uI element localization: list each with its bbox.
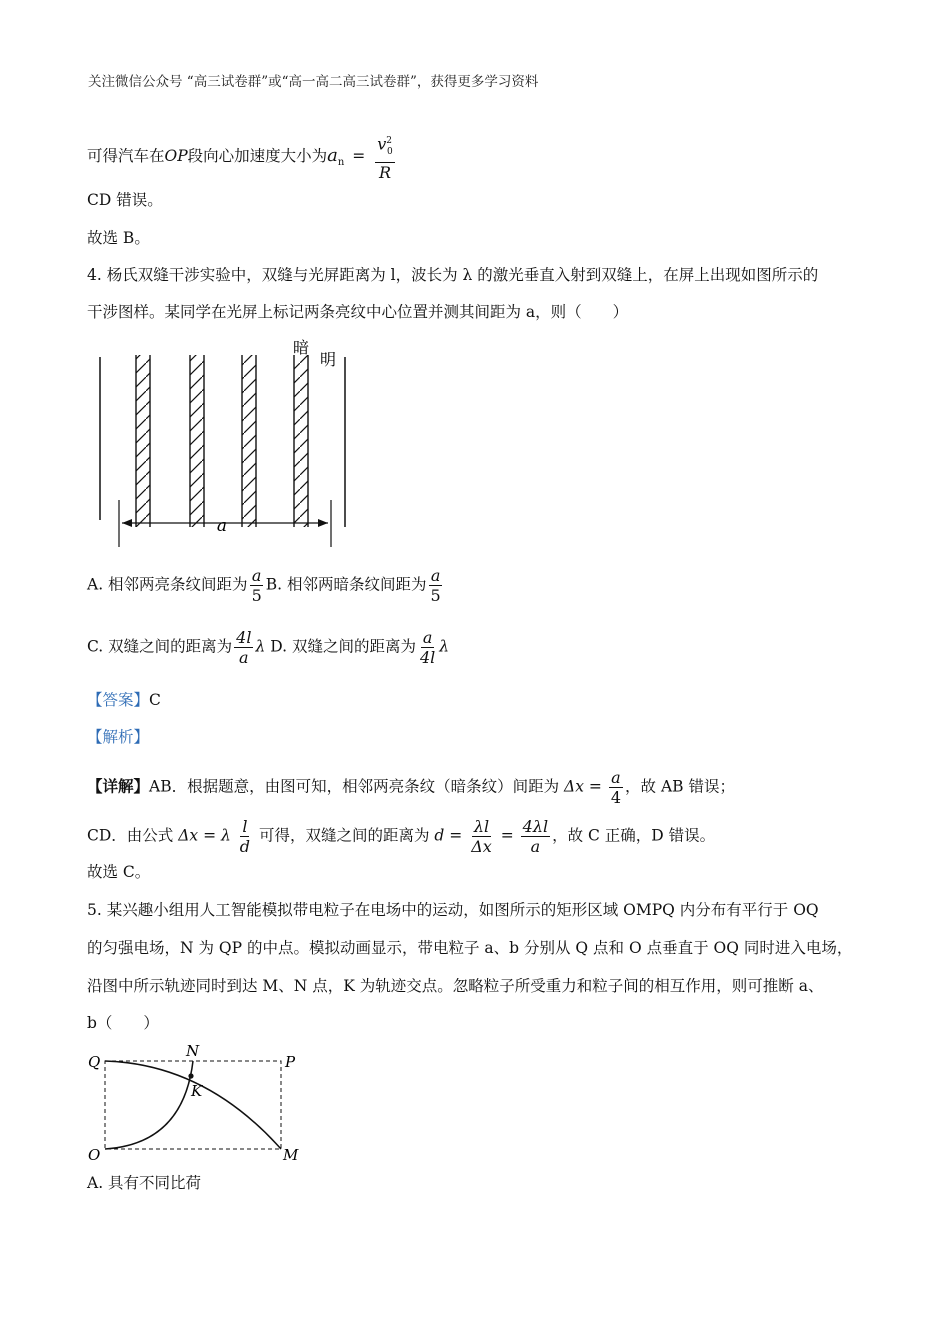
q4-analysis-label: 【解析】 <box>87 728 150 746</box>
dark-fringe-4 <box>294 355 308 527</box>
prev-solution-line: 可得汽车在OP段向心加速度大小为$a_n$ = $\frac{v^2_0}{R}$ <box>87 132 397 182</box>
q4-choose: 故选 C。 <box>87 863 151 881</box>
v0-squared-over-R: $\frac{v^2_0}{R}$ <box>375 132 395 182</box>
choose-b: 故选 B。 <box>87 229 150 247</box>
electric-field-region-figure <box>85 1040 315 1165</box>
point-M: M <box>283 1146 299 1164</box>
q5-stem-line4: b（ ） <box>87 1014 159 1032</box>
point-O: O <box>88 1146 101 1164</box>
q4-detail-line1: 【详解】AB．根据题意，由图可知，相邻两亮条纹（暗条纹）间距为 Δx = $\frac{a}{4}$ ，故 AB 错误； <box>87 768 735 807</box>
q4-stem-line1: 4. 杨氏双缝干涉实验中，双缝与光屏距离为 l，波长为 λ 的激光垂直入射到双缝上，在屏上出现如图所示的 <box>87 266 819 284</box>
q5-stem-line3: 沿图中所示轨迹同时到达 M、N 点，K 为轨迹交点。忽略粒子所受重力和粒子间的相互作用，则可推断 a、 <box>87 977 824 995</box>
q4-options-cd: C. 双缝之间的距离为 $\frac{4l}{a}$ λ D. 双缝之间的距离为 $\frac{a}{4l}$ λ <box>87 628 450 667</box>
bright-label: 明 <box>320 350 337 369</box>
header-note: 关注微信公众号 “高三试卷群”或“高一高二高三试卷群”，获得更多学习资料 <box>88 74 539 90</box>
dark-fringe-2 <box>190 355 204 527</box>
q5-stem-line1: 5. 某兴趣小组用人工智能模拟带电粒子在电场中的运动，如图所示的矩形区域 OMPQ 内分布有平行于 OQ <box>87 901 819 919</box>
point-K: K <box>191 1082 203 1100</box>
dark-label: 暗 <box>293 338 310 357</box>
q4-answer: 【答案】C <box>87 691 161 709</box>
point-P: P <box>285 1053 296 1071</box>
q4-options-ab: A. 相邻两亮条纹间距为 $\frac{a}{5}$ B. 相邻两暗条纹间距为 $\frac{a}{5}$ <box>87 566 441 605</box>
q4-stem-line2: 干涉图样。某同学在光屏上标记两条亮纹中心位置并测其间距为 a，则（ ） <box>87 303 629 321</box>
distance-a-label: a <box>216 516 228 536</box>
cd-wrong: CD 错误。 <box>87 191 163 209</box>
dark-fringe-3 <box>242 355 256 527</box>
q4-detail-line2: CD．由公式 Δx = λ $\frac{l}{d}$ 可得，双缝之间的距离为 d = $\frac{\lambda l}{\Delta x}$ = $\frac{4\lambda l}{a}$ ，故 C 正确，D 错误。 <box>87 817 716 856</box>
q5-option-a: A. 具有不同比荷 <box>87 1174 202 1192</box>
dark-fringe-1 <box>136 355 150 527</box>
point-N: N <box>186 1042 200 1060</box>
interference-pattern-figure <box>90 335 370 555</box>
point-Q: Q <box>88 1053 101 1071</box>
q5-stem-line2: 的匀强电场，N 为 QP 的中点。模拟动画显示，带电粒子 a、b 分别从 Q 点和 O 点垂直于 OQ 同时进入电场， <box>87 939 853 957</box>
